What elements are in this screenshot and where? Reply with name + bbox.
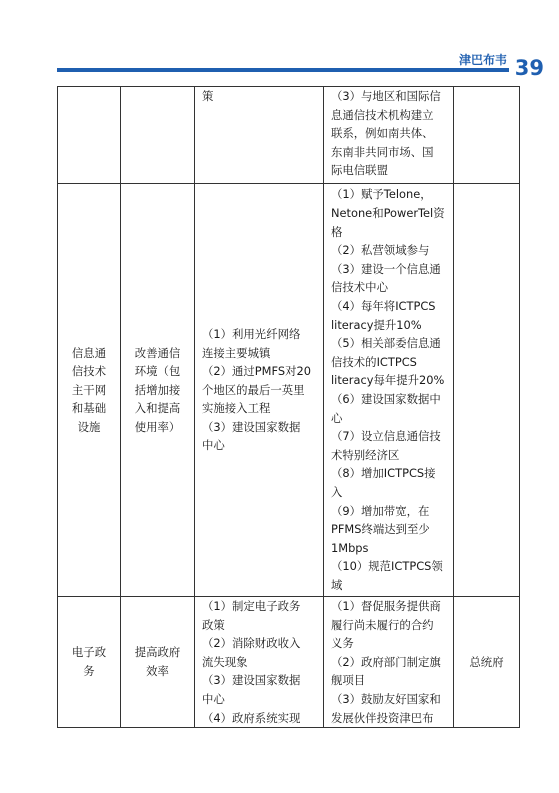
cell-line: 主干网 xyxy=(71,382,107,397)
cell-line: 总统府 xyxy=(469,654,504,669)
responsible-cell xyxy=(454,597,520,728)
cell-line: 政策 xyxy=(202,617,225,632)
cell-line: 信息通 xyxy=(71,345,107,360)
cell-line: （2）私营领域参与 xyxy=(331,243,430,258)
cell-line: 心 xyxy=(331,410,343,425)
cell-line: 设施 xyxy=(77,419,101,434)
actions-cell-text xyxy=(324,597,453,727)
cell-line: 使用率） xyxy=(134,419,181,434)
measures-cell xyxy=(195,597,324,728)
table-row xyxy=(58,87,520,184)
cell-line: 发展伙伴投资津巴布 xyxy=(331,710,434,725)
cell-line: （3）鼓励友好国家和 xyxy=(331,691,441,706)
actions-cell xyxy=(324,87,454,184)
page-number: 39 xyxy=(514,56,544,80)
cell-line: （5）相关部委信息通 xyxy=(331,336,441,351)
cell-line: 改善通信 xyxy=(134,345,181,360)
cell-line: 中心 xyxy=(202,438,225,453)
actions-cell xyxy=(324,597,454,728)
goal-cell xyxy=(121,87,195,184)
actions-cell xyxy=(324,184,454,597)
cell-line: （2）消除财政收入 xyxy=(202,636,301,651)
cell-line: （3）建设一个信息通 xyxy=(331,261,441,276)
cell-line: 提高政府 xyxy=(134,645,181,660)
cell-line: 息通信技术机构建立 xyxy=(331,107,434,122)
cell-line: 中心 xyxy=(202,691,225,706)
cell-line: Netone和PowerTel资 xyxy=(331,206,445,221)
area-cell xyxy=(58,87,121,184)
cell-line: 际电信联盟 xyxy=(331,163,388,178)
responsible-cell xyxy=(454,184,520,597)
cell-line: （4）每年将ICTPCS xyxy=(331,299,436,314)
cell-line: 信技术中心 xyxy=(331,280,388,295)
goal-cell-text xyxy=(121,643,194,680)
cell-line: 东南非共同市场、国 xyxy=(331,144,434,159)
area-cell xyxy=(58,597,121,728)
cell-line: 流失现象 xyxy=(202,654,248,669)
policy-table-body xyxy=(58,87,520,728)
cell-line: （1）督促服务提供商 xyxy=(331,599,441,613)
table-row xyxy=(58,597,520,728)
cell-line: （3）建设国家数据 xyxy=(202,419,301,434)
cell-line: 术特别经济区 xyxy=(331,447,400,462)
cell-line: （10）规范ICTPCS领 xyxy=(331,559,443,574)
cell-line: 连接主要城镇 xyxy=(202,345,271,360)
cell-line: （2）通过PMFS对20 xyxy=(202,364,311,379)
cell-line: 环境（包 xyxy=(134,364,181,379)
cell-line: literacy提升10% xyxy=(331,317,422,332)
measures-cell-text xyxy=(195,87,323,106)
cell-line: literacy每年提升20% xyxy=(331,373,445,388)
actions-cell-text xyxy=(324,87,453,180)
cell-line: （1）利用光纤网络 xyxy=(202,326,301,341)
cell-line: 入 xyxy=(331,484,343,499)
cell-line: 域 xyxy=(331,577,343,592)
area-cell-text xyxy=(58,344,120,437)
measures-cell xyxy=(195,184,324,597)
policy-table xyxy=(57,86,520,728)
chapter-title: 津巴布韦 xyxy=(458,53,507,67)
cell-line: 效率 xyxy=(146,664,169,679)
cell-line: 实施接入工程 xyxy=(202,401,271,416)
actions-cell-text xyxy=(324,185,453,594)
area-cell-text xyxy=(58,643,120,680)
cell-line: （4）政府系统实现 xyxy=(202,710,301,725)
cell-line: （7）设立信息通信技 xyxy=(331,429,441,444)
cell-line: 信技术的ICTPCS xyxy=(331,354,417,369)
cell-line: PFMS终端达到至少 xyxy=(331,522,430,537)
cell-line: 信技术 xyxy=(71,364,107,379)
goal-cell-text xyxy=(121,344,194,437)
cell-line: （3）建设国家数据 xyxy=(202,673,301,688)
cell-line: （8）增加ICTPCS接 xyxy=(331,466,436,481)
goal-cell xyxy=(121,597,195,728)
responsible-cell xyxy=(454,87,520,184)
table-row xyxy=(58,184,520,597)
cell-line: （9）增加带宽，在 xyxy=(331,503,430,518)
cell-line: 格 xyxy=(331,224,343,239)
measures-cell xyxy=(195,87,324,184)
cell-line: （1）制定电子政务 xyxy=(202,599,301,613)
cell-line: 策 xyxy=(202,89,214,103)
cell-line: 括增加接 xyxy=(134,382,181,397)
responsible-cell-text xyxy=(454,653,519,672)
header-rule xyxy=(57,68,509,72)
cell-line: 1Mbps xyxy=(331,540,369,555)
cell-line: （6）建设国家数据中 xyxy=(331,392,441,406)
cell-line: 履行尚未履行的合约 xyxy=(331,617,434,632)
cell-line: 个地区的最后一英里 xyxy=(202,382,305,397)
cell-line: （3）与地区和国际信 xyxy=(331,89,441,103)
cell-line: 入和提高 xyxy=(134,401,181,416)
measures-cell-text xyxy=(195,597,323,727)
cell-line: 舰项目 xyxy=(331,673,366,688)
cell-line: 电子政 xyxy=(71,645,107,660)
cell-line: （1）赋予Telone， xyxy=(331,187,432,202)
cell-line: 和基础 xyxy=(71,401,107,416)
cell-line: （2）政府部门制定旗 xyxy=(331,654,441,669)
cell-line: 义务 xyxy=(331,636,354,651)
measures-cell-text xyxy=(195,325,323,455)
cell-line: 务 xyxy=(83,664,95,679)
goal-cell xyxy=(121,184,195,597)
cell-line: 联系，例如南共体、 xyxy=(331,126,434,141)
area-cell xyxy=(58,184,121,597)
